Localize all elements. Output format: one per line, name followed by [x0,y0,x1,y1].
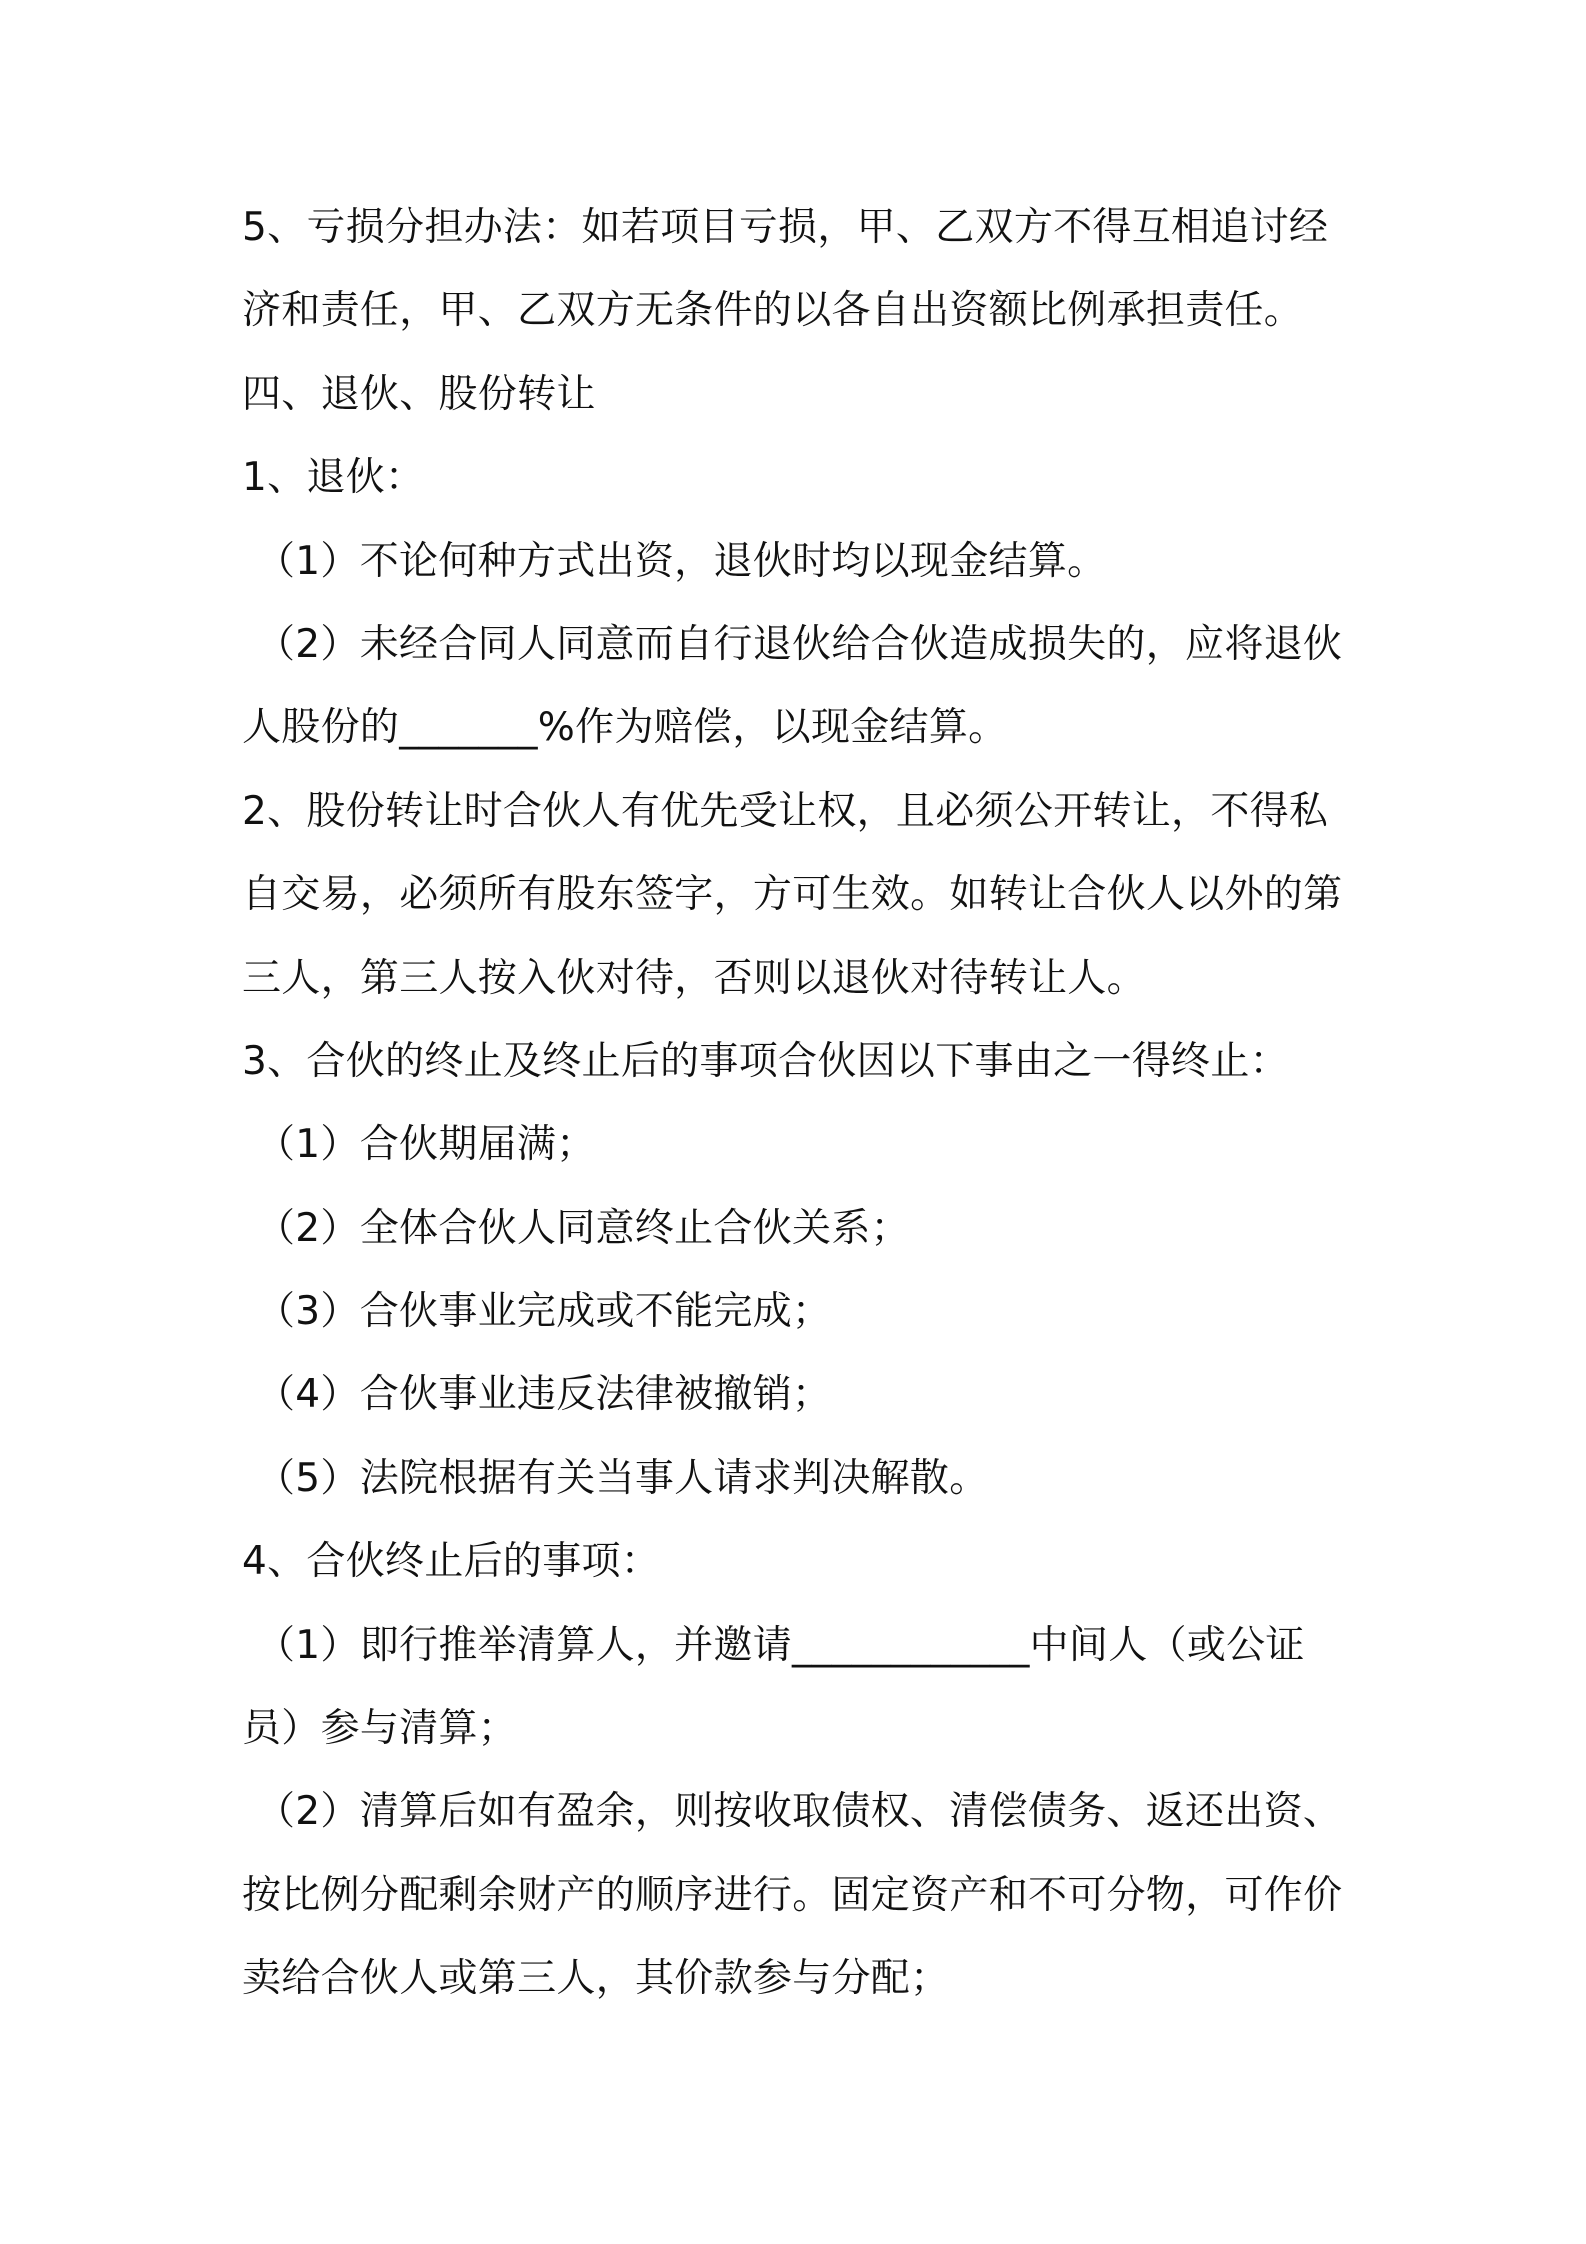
text-line-4: 1、退伙： [242,455,425,501]
text-line-17: 4、合伙终止后的事项： [242,1539,661,1585]
text-line-18: （1）即行推举清算人，并邀请____________中间人（或公证 [256,1622,1305,1668]
text-line-7: 人股份的_______%作为赔偿，以现金结算。 [242,705,1008,751]
text-line-21: 按比例分配剩余财产的顺序进行。固定资产和不可分物，可作价 [242,1872,1343,1918]
text-line-15: （4）合伙事业违反法律被撤销； [256,1372,832,1418]
text-line-11: 3、合伙的终止及终止后的事项合伙因以下事由之一得终止： [242,1038,1289,1084]
text-line-10: 三人，第三人按入伙对待，否则以退伙对待转让人。 [242,955,1146,1001]
text-line-13: （2）全体合伙人同意终止合伙关系； [256,1205,910,1251]
text-line-5: （1）不论何种方式出资，退伙时均以现金结算。 [256,538,1107,584]
text-line-16: （5）法院根据有关当事人请求判决解散。 [256,1455,989,1501]
text-line-20: （2）清算后如有盈余，则按收取债权、清偿债务、返还出资、 [256,1789,1343,1835]
text-line-19: 员）参与清算； [242,1706,518,1752]
text-line-14: （3）合伙事业完成或不能完成； [256,1289,832,1335]
text-line-22: 卖给合伙人或第三人，其价款参与分配； [242,1956,950,2002]
document-body [242,186,1362,2021]
section-heading-4: 四、退伙、股份转让 [242,371,596,417]
text-line-2: 济和责任，甲、乙双方无条件的以各自出资额比例承担责任。 [242,288,1304,334]
text-line-9: 自交易，必须所有股东签字，方可生效。如转让合伙人以外的第 [242,872,1343,918]
text-line-8: 2、股份转让时合伙人有优先受让权，且必须公开转让，不得私 [242,788,1329,834]
text-line-6: （2）未经合同人同意而自行退伙给合伙造成损失的，应将退伙 [256,621,1343,667]
text-line-12: （1）合伙期届满； [256,1122,596,1168]
text-line-1: 5、亏损分担办法：如若项目亏损，甲、乙双方不得互相追讨经 [242,205,1329,250]
